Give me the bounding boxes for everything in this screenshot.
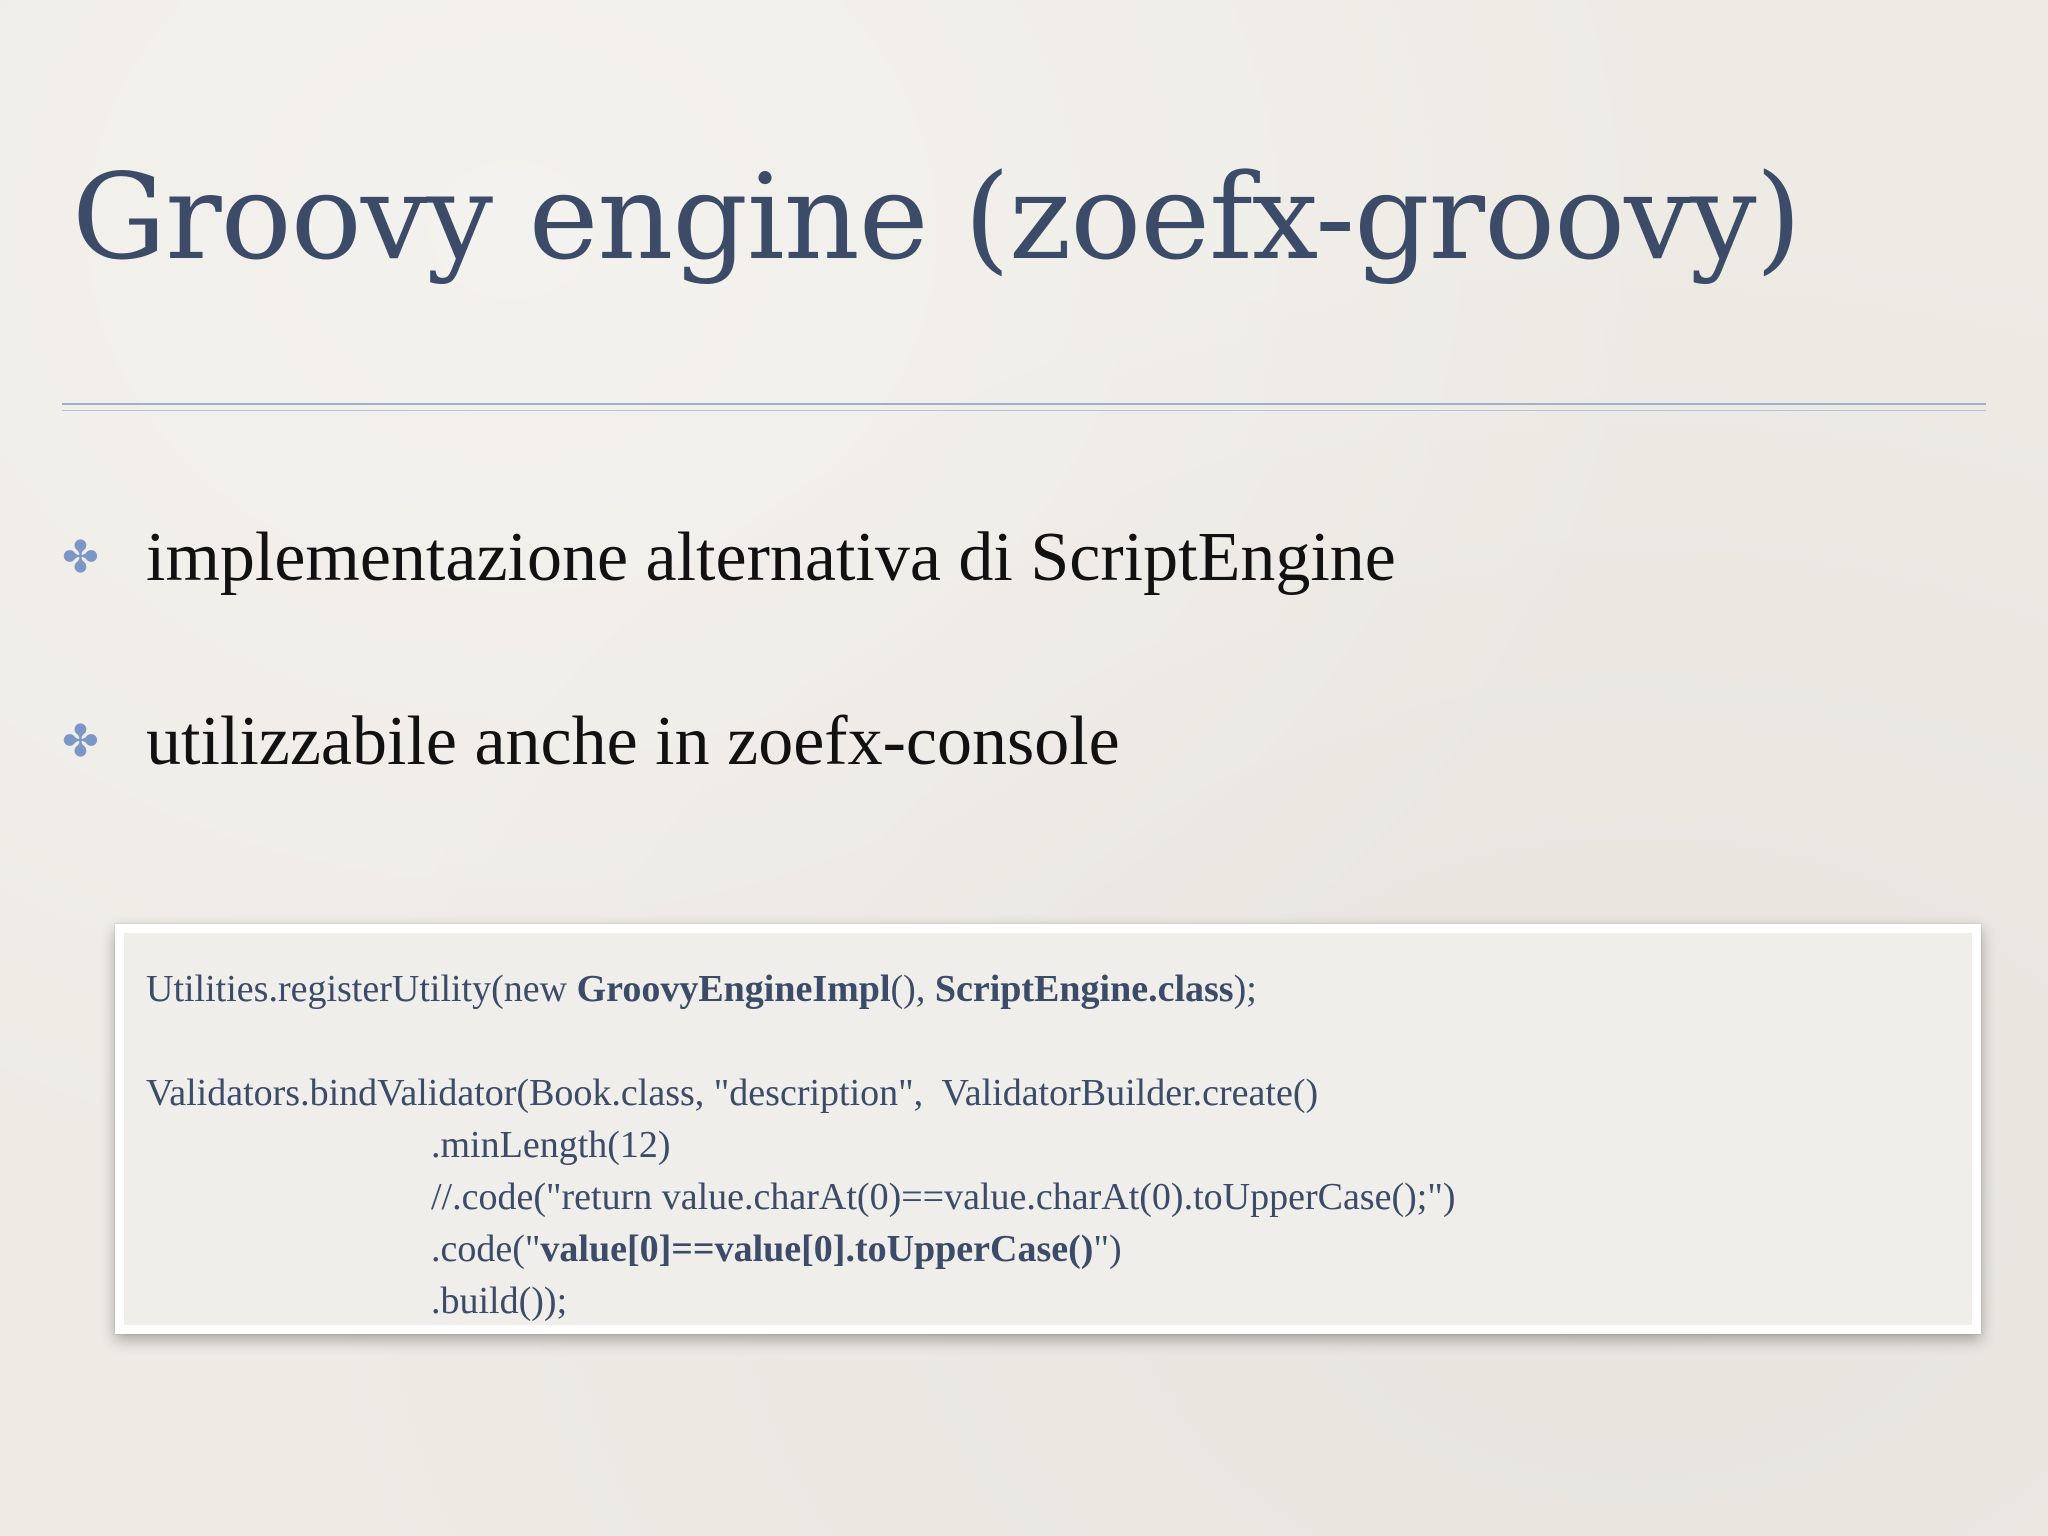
bullet-item — [62, 689, 1396, 873]
title-divider-secondary — [62, 410, 1986, 411]
code-token: .code(" — [431, 1228, 541, 1270]
code-line: .minLength(12) — [431, 1124, 671, 1166]
bullet-item — [62, 505, 1396, 689]
code-line-blank — [146, 1015, 1952, 1067]
code-snippet-frame — [115, 924, 1981, 1334]
code-line: Validators.bindValidator(Book.class, "description", ValidatorBuilder.create() — [146, 1072, 1319, 1114]
bullet-text: implementazione alternativa di ScriptEngine — [146, 519, 1396, 596]
code-token: ") — [1093, 1228, 1122, 1270]
flower-bullet-icon: ✤ — [62, 716, 99, 767]
code-token-bold: value[0]==value[0].toUpperCase() — [540, 1228, 1094, 1270]
code-line: .build()); — [431, 1280, 568, 1322]
code-token-bold: GroovyEngineImpl — [576, 968, 891, 1010]
code-line — [146, 963, 1952, 1015]
flower-bullet-icon: ✤ — [62, 532, 99, 583]
code-token: ); — [1233, 968, 1257, 1010]
code-token-bold: ScriptEngine.class — [934, 968, 1234, 1010]
bullet-text: utilizzabile anche in zoefx-console — [146, 703, 1120, 780]
code-line-comment: //.code("return value.charAt(0)==value.charAt(0).toUpperCase();") — [431, 1176, 1456, 1218]
bullet-list — [62, 505, 1396, 873]
title-divider — [62, 403, 1986, 405]
code-token: (), — [890, 968, 935, 1010]
slide-title: Groovy engine (zoefx-groovy) — [72, 148, 1801, 286]
code-snippet — [124, 933, 1972, 1325]
code-token: Utilities.registerUtility(new — [146, 968, 577, 1010]
code-line — [146, 1223, 1952, 1275]
